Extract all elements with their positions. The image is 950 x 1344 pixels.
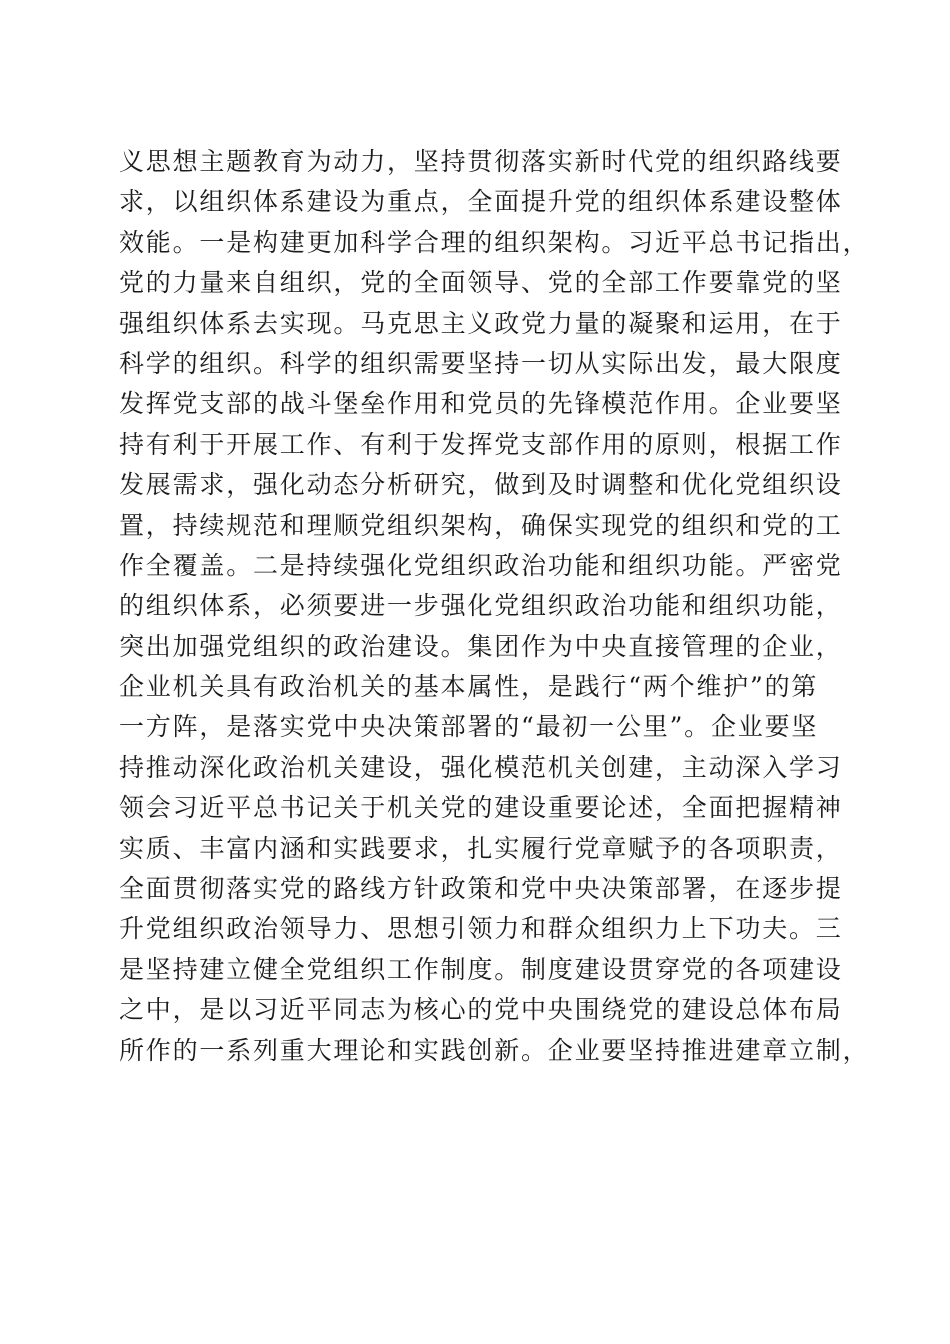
text-line-21: 是坚持建立健全党组织工作制度。制度建设贯穿党的各项建设 (119, 954, 843, 984)
text-line-8: 持有利于开展工作、有利于发挥党支部作用的原则，根据工作 (119, 429, 843, 459)
text-line-2: 求，以组织体系建设为重点，全面提升党的组织体系建设整体 (119, 187, 843, 217)
text-line-10: 置，持续规范和理顺党组织架构，确保实现党的组织和党的工 (119, 510, 843, 540)
text-line-4: 党的力量来自组织，党的全面领导、党的全部工作要靠党的坚 (119, 268, 843, 298)
text-line-13: 突出加强党组织的政治建设。集团作为中央直接管理的企业， (119, 631, 843, 661)
text-line-1: 义思想主题教育为动力，坚持贯彻落实新时代党的组织路线要 (119, 147, 843, 176)
text-line-15: 一方阵，是落实党中央决策部署的“最初一公里”。企业要坚 (119, 712, 819, 742)
text-line-11: 作全覆盖。二是持续强化党组织政治功能和组织功能。严密党 (119, 550, 843, 580)
text-line-9: 发展需求，强化动态分析研究，做到及时调整和优化党组织设 (119, 470, 843, 500)
text-line-6: 科学的组织。科学的组织需要坚持一切从实际出发，最大限度 (119, 348, 843, 378)
text-line-17: 领会习近平总书记关于机关党的建设重要论述，全面把握精神 (119, 793, 843, 823)
text-line-18: 实质、丰富内涵和实践要求，扎实履行党章赋予的各项职责， (119, 833, 843, 863)
text-line-16: 持推动深化政治机关建设，强化模范机关创建，主动深入学习 (119, 752, 843, 782)
text-line-7: 发挥党支部的战斗堡垒作用和党员的先锋模范作用。企业要坚 (119, 389, 843, 419)
body-paragraph (119, 142, 870, 1071)
text-line-19: 全面贯彻落实党的路线方针政策和党中央决策部署，在逐步提 (119, 874, 843, 904)
text-line-23: 所作的一系列重大理论和实践创新。企业要坚持推进建章立制， (119, 1035, 870, 1065)
text-line-3: 效能。一是构建更加科学合理的组织架构。习近平总书记指出， (119, 227, 870, 257)
text-line-20: 升党组织政治领导力、思想引领力和群众组织力上下功夫。三 (119, 914, 843, 944)
text-line-12: 的组织体系，必须要进一步强化党组织政治功能和组织功能， (119, 591, 843, 621)
text-line-5: 强组织体系去实现。马克思主义政党力量的凝聚和运用，在于 (119, 308, 843, 338)
text-line-22: 之中，是以习近平同志为核心的党中央围绕党的建设总体布局 (119, 995, 843, 1025)
text-line-14: 企业机关具有政治机关的基本属性，是践行“两个维护”的第 (119, 672, 819, 702)
